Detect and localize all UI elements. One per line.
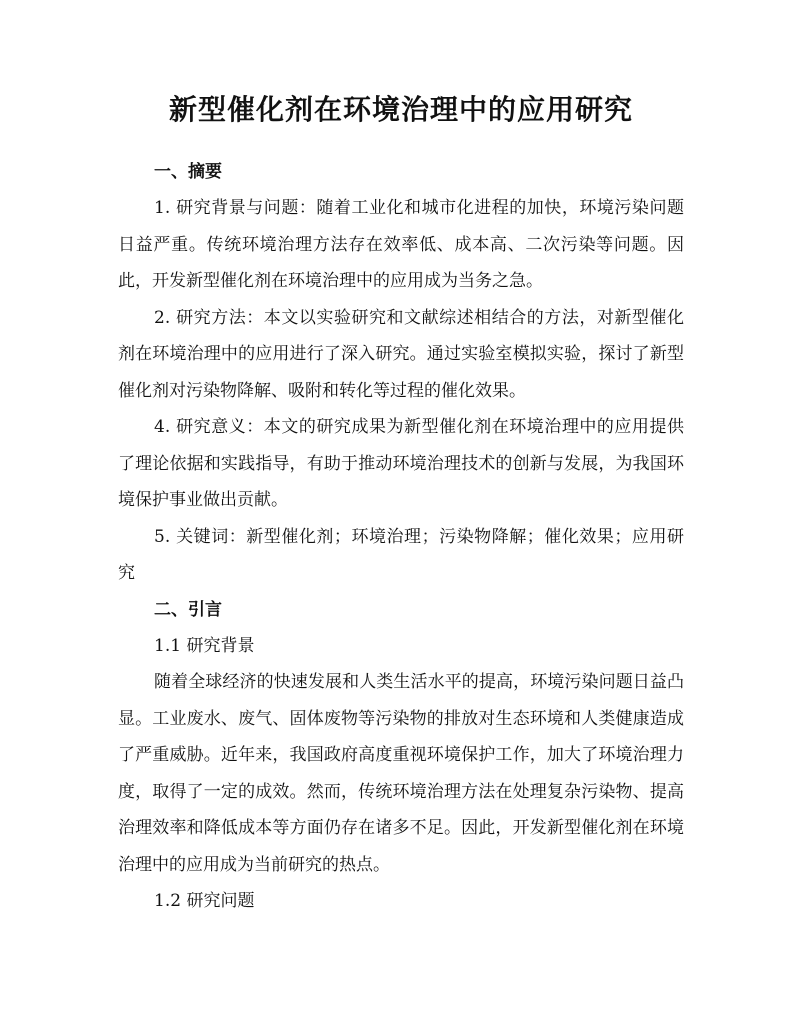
- subsection-heading-background: 1.1 研究背景: [154, 635, 255, 656]
- abstract-paragraph-significance: 4. 研究意义：本文的研究成果为新型催化剂在环境治理中的应用提供了理论依据和实践指导，有助于推动环境治理技术的创新与发展，为我国环境保护事业做出贡献。: [118, 417, 684, 510]
- subsection-heading-research-question: 1.2 研究问题: [154, 891, 255, 911]
- section-heading-introduction: 二、引言: [154, 599, 222, 620]
- abstract-paragraph-keywords: 5. 关键词：新型催化剂；环境治理；污染物降解；催化效果；应用研究: [118, 526, 684, 583]
- abstract-paragraph-background: 1. 研究背景与问题：随着工业化和城市化进程的加快，环境污染问题日益严重。传统环境治理方法存在效率低、成本高、二次污染等问题。因此，开发新型催化剂在环境治理中的应用成为当务之急。: [118, 198, 684, 291]
- document-page: [118, 88, 684, 920]
- section-heading-abstract: 一、摘要: [154, 162, 222, 182]
- introduction-paragraph-background: 随着全球经济的快速发展和人类生活水平的提高，环境污染问题日益凸显。工业废水、废气、固体废物等污染物的排放对生态环境和人类健康造成了严重威胁。近年来，我国政府高度重视环境保护工作，加大了环境治理力度，取得了一定的成效。然而，传统环境治理方法在处理复杂污染物、提高治理效率和降低成本等方面仍存在诸多不足。因此，开发新型催化剂在环境治理中的应用成为当前研究的热点。: [118, 672, 684, 875]
- abstract-paragraph-method: 2. 研究方法：本文以实验研究和文献综述相结合的方法，对新型催化剂在环境治理中的应用进行了深入研究。通过实验室模拟实验，探讨了新型催化剂对污染物降解、吸附和转化等过程的催化效果。: [118, 307, 684, 401]
- document-title: 新型催化剂在环境治理中的应用研究: [168, 93, 633, 126]
